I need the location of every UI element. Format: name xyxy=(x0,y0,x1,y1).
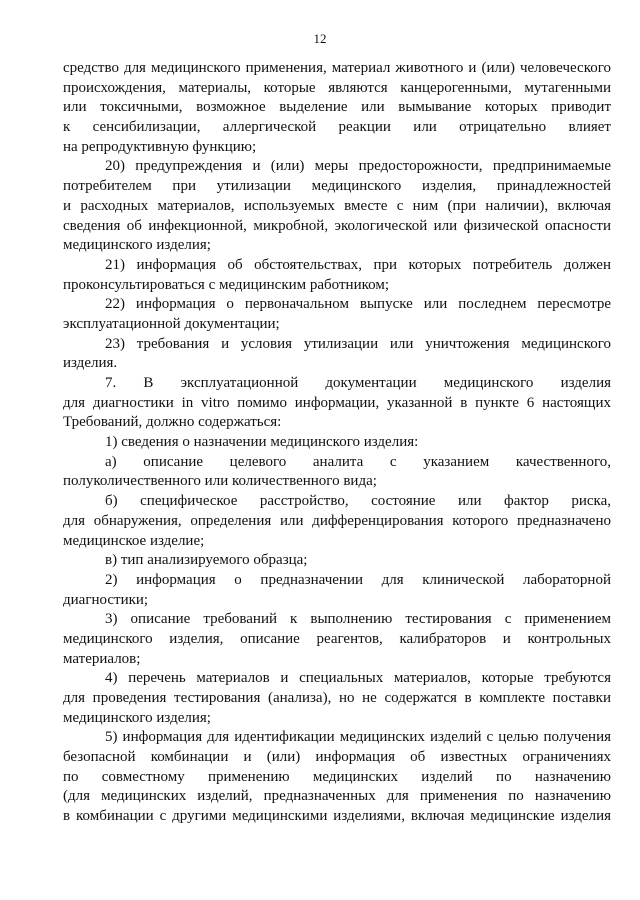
text-line: полуколичественного или количественного вида; xyxy=(63,473,377,490)
text-line: 23) требования и условия утилизации или уничтожения медицинского xyxy=(105,335,611,352)
text-line: 5) информация для идентификации медицинских изделий с целью получения xyxy=(105,729,611,746)
text-line: изделия. xyxy=(63,355,118,372)
text-line: или токсичными, возможное выделение или вымывание которых приводит xyxy=(63,99,611,116)
text-line: (для медицинских изделий, предназначенных для применения по назначению xyxy=(63,788,611,805)
text-line: 4) перечень материалов и специальных материалов, которые требуются xyxy=(105,670,611,687)
text-line: медицинское изделие; xyxy=(63,532,205,549)
text-line: проконсультироваться с медицинским работником; xyxy=(63,276,389,293)
text-line: а) описание целевого аналита с указанием качественного, xyxy=(105,453,611,470)
text-line: 20) предупреждения и (или) меры предосторожности, предпринимаемые xyxy=(105,158,611,175)
text-line: 21) информация об обстоятельствах, при которых потребитель должен xyxy=(105,256,611,273)
text-line: к сенсибилизации, аллергической реакции или отрицательно влияет xyxy=(63,119,611,136)
text-line: 2) информация о предназначении для клинической лабораторной xyxy=(105,571,611,588)
text-line: медицинского изделия; xyxy=(63,237,211,254)
text-line: сведения об инфекционной, микробной, экологической или физической опасности xyxy=(63,217,611,234)
text-line: 7. В эксплуатационной документации медицинского изделия xyxy=(105,375,611,391)
text-line: для проведения тестирования (анализа), но не содержатся в комплекте поставки xyxy=(63,690,611,706)
text-line: 3) описание требований к выполнению тестирования с применением xyxy=(105,611,611,628)
text-line: материалов; xyxy=(63,650,141,667)
text-line: 1) сведения о назначении медицинского изделия: xyxy=(105,434,419,451)
text-line: б) специфическое расстройство, состояние или фактор риска, xyxy=(105,493,611,510)
page-number: 12 xyxy=(313,31,327,46)
text-line: диагностики; xyxy=(63,591,149,608)
text-line: в) тип анализируемого образца; xyxy=(105,552,308,569)
text-line: безопасной комбинации и (или) информация об известных ограничениях xyxy=(63,749,611,766)
text-line: по совместному применению медицинских изделий по назначению xyxy=(63,768,611,785)
text-line: Требований, должно содержаться: xyxy=(63,414,282,431)
text-line: в комбинации с другими медицинскими изделиями, включая медицинские изделия xyxy=(63,808,611,825)
text-line: 22) информация о первоначальном выпуске или последнем пересмотре xyxy=(105,296,611,313)
text-line: и расходных материалов, используемых вместе с ним (при наличии), включая xyxy=(63,197,611,214)
text-line: медицинского изделия, описание реагентов, калибраторов и контрольных xyxy=(63,630,611,647)
text-line: медицинского изделия; xyxy=(63,709,211,726)
text-line: средство для медицинского применения, материал животного и (или) человеческого xyxy=(63,60,611,76)
text-line: для обнаружения, определения или дифференцирования которого предназначено xyxy=(63,512,611,529)
text-line: для диагностики in vitro помимо информации, указанной в пункте 6 настоящих xyxy=(63,394,611,411)
text-line: потребителем при утилизации медицинского изделия, принадлежностей xyxy=(63,178,611,195)
text-line: эксплуатационной документации; xyxy=(63,315,280,332)
text-line: происхождения, материалы, которые являются канцерогенными, мутагенными xyxy=(63,79,611,96)
document-body xyxy=(63,59,611,827)
text-line: на репродуктивную функцию; xyxy=(63,138,257,155)
